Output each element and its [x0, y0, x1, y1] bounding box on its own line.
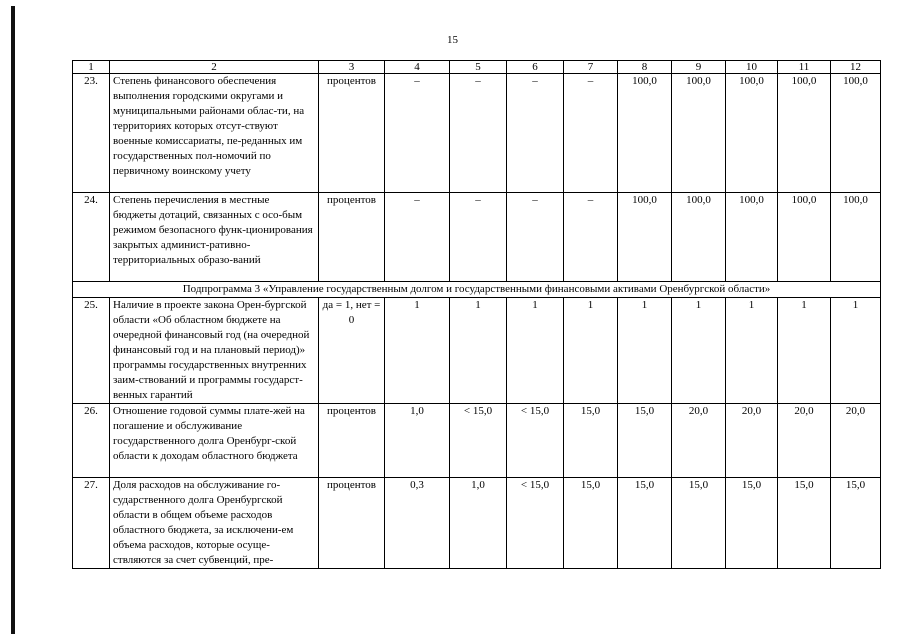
- value-cell: 15,0: [672, 478, 726, 569]
- column-header: 11: [778, 61, 831, 74]
- value-cell: 20,0: [778, 404, 831, 478]
- row-number: 24.: [73, 193, 110, 282]
- unit-of-measure: процентов: [319, 478, 385, 569]
- value-cell: –: [507, 74, 564, 193]
- indicator-name: Отношение годовой суммы плате-жей на погашение и обслуживание государственного долга Оренбург-ской области к доходам областного бюджета: [110, 404, 319, 478]
- column-header: 6: [507, 61, 564, 74]
- value-cell: –: [385, 193, 450, 282]
- column-header: 7: [564, 61, 618, 74]
- value-cell: 1: [618, 298, 672, 404]
- column-header: 4: [385, 61, 450, 74]
- value-cell: 1: [450, 298, 507, 404]
- value-cell: 100,0: [618, 193, 672, 282]
- subprogram-row: [73, 282, 881, 298]
- value-cell: 15,0: [618, 478, 672, 569]
- value-cell: –: [450, 193, 507, 282]
- unit-of-measure: процентов: [319, 193, 385, 282]
- column-header: 10: [726, 61, 778, 74]
- column-header: 1: [73, 61, 110, 74]
- table-row: [73, 193, 881, 282]
- column-header: 3: [319, 61, 385, 74]
- value-cell: 100,0: [831, 193, 881, 282]
- value-cell: –: [450, 74, 507, 193]
- indicator-name: Доля расходов на обслуживание го-сударственного долга Оренбургской области в общем объеме расходов областного бюджета, за исключени-ем объема расходов, которые осуще-ствляются за счет субвенций, пре-: [110, 478, 319, 569]
- value-cell: < 15,0: [507, 478, 564, 569]
- value-cell: –: [564, 74, 618, 193]
- table-row: [73, 298, 881, 404]
- value-cell: 100,0: [778, 193, 831, 282]
- row-number: 25.: [73, 298, 110, 404]
- value-cell: 1: [385, 298, 450, 404]
- value-cell: < 15,0: [507, 404, 564, 478]
- value-cell: 20,0: [726, 404, 778, 478]
- value-cell: 15,0: [564, 478, 618, 569]
- value-cell: 20,0: [831, 404, 881, 478]
- column-header: 12: [831, 61, 881, 74]
- unit-of-measure: процентов: [319, 74, 385, 193]
- value-cell: –: [507, 193, 564, 282]
- table-row: [73, 404, 881, 478]
- value-cell: 1,0: [385, 404, 450, 478]
- row-number: 23.: [73, 74, 110, 193]
- column-header: 2: [110, 61, 319, 74]
- value-cell: 1: [726, 298, 778, 404]
- value-cell: 100,0: [726, 193, 778, 282]
- row-number: 26.: [73, 404, 110, 478]
- column-header: 8: [618, 61, 672, 74]
- value-cell: 20,0: [672, 404, 726, 478]
- value-cell: 15,0: [564, 404, 618, 478]
- scan-edge-bar: [11, 6, 15, 634]
- table-body: [73, 61, 881, 569]
- value-cell: 1: [831, 298, 881, 404]
- subprogram-title: Подпрограмма 3 «Управление государственным долгом и государственными финансовыми активами Оренбургской области»: [73, 282, 881, 298]
- indicators-table: [72, 60, 881, 569]
- value-cell: 15,0: [778, 478, 831, 569]
- column-number-row: [73, 61, 881, 74]
- table-row: [73, 74, 881, 193]
- indicator-name: Наличие в проекте закона Орен-бургской области «Об областном бюджете на очередной финансовый год (на очередной финансовый год и на плановый период)» программы государственных внутренних заим-ствований и программы государст-венных гарантий: [110, 298, 319, 404]
- value-cell: 15,0: [726, 478, 778, 569]
- value-cell: 100,0: [618, 74, 672, 193]
- value-cell: 100,0: [672, 74, 726, 193]
- column-header: 9: [672, 61, 726, 74]
- value-cell: 0,3: [385, 478, 450, 569]
- table-row: [73, 478, 881, 569]
- value-cell: 1: [507, 298, 564, 404]
- value-cell: 1: [672, 298, 726, 404]
- page-number: 15: [447, 34, 458, 46]
- value-cell: 1: [778, 298, 831, 404]
- unit-of-measure: да = 1, нет = 0: [319, 298, 385, 404]
- value-cell: 100,0: [831, 74, 881, 193]
- indicator-name: Степень финансового обеспечения выполнения городскими округами и муниципальными районами облас-ти, на территориях которых отсут-ствуют военные комиссариаты, пе-реданных им государственных пол-номочий по первичному воинскому учету: [110, 74, 319, 193]
- value-cell: 1,0: [450, 478, 507, 569]
- value-cell: 15,0: [831, 478, 881, 569]
- value-cell: –: [564, 193, 618, 282]
- value-cell: 100,0: [778, 74, 831, 193]
- column-header: 5: [450, 61, 507, 74]
- value-cell: 15,0: [618, 404, 672, 478]
- unit-of-measure: процентов: [319, 404, 385, 478]
- value-cell: 100,0: [672, 193, 726, 282]
- value-cell: 100,0: [726, 74, 778, 193]
- value-cell: 1: [564, 298, 618, 404]
- value-cell: –: [385, 74, 450, 193]
- indicator-name: Степень перечисления в местные бюджеты дотаций, связанных с осо-бым режимом безопасного функ-ционирования закрытых админист-ративно-территориальных образо-ваний: [110, 193, 319, 282]
- row-number: 27.: [73, 478, 110, 569]
- value-cell: < 15,0: [450, 404, 507, 478]
